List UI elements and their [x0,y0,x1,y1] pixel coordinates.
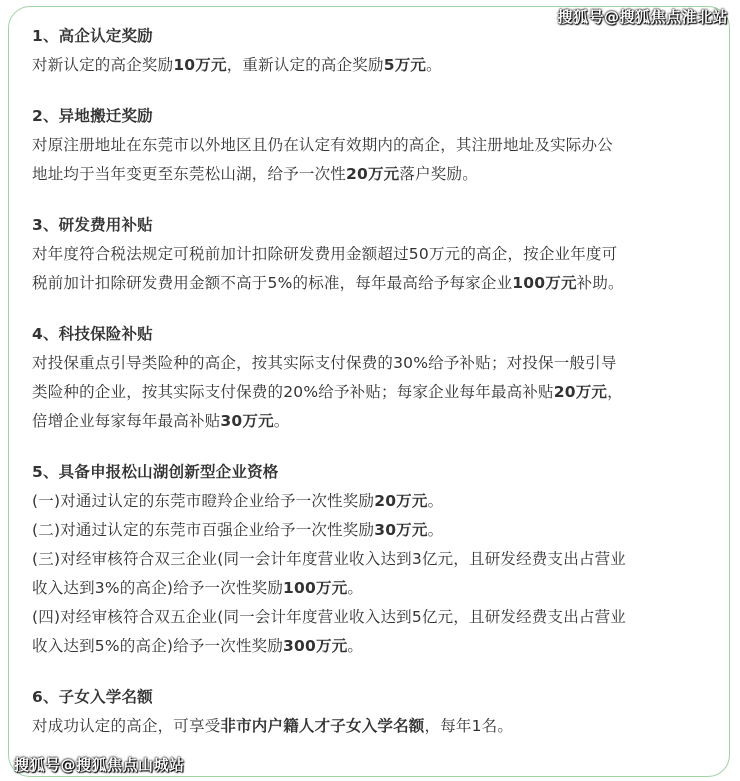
section-title: 6、子女入学名额 [32,688,153,706]
watermark-bottom: 搜狐号@搜狐焦点山城站 [14,756,185,774]
body-text: 。 [273,412,290,430]
highlight-text: 30万元 [220,412,274,430]
body-text: (二)对通过认定的东莞市百强企业给予一次性奖励 [32,521,375,539]
body-text: 对原注册地址在东莞市以外地区且仍在认定有效期内的高企，其注册地址及实际办公 [32,136,613,154]
body-text: 。 [427,521,444,539]
highlight-text: 100万元 [283,579,348,597]
body-text: 倍增企业每家每年最高补贴 [32,412,221,430]
policy-section [32,683,722,741]
section-text-line [32,51,722,80]
policy-section [32,211,722,298]
highlight-text: 20万元 [553,383,608,401]
body-text: (一)对通过认定的东莞市瞪羚企业给予一次性奖励 [32,492,375,510]
section-text-line [32,131,722,160]
body-text: 。 [426,56,442,74]
body-text: 落户奖励。 [399,165,478,183]
body-text: 。 [347,579,364,597]
policy-section [32,320,722,436]
body-text: 收入达到3%的高企)给予一次性奖励 [32,579,284,597]
section-text-line [32,487,722,516]
highlight-text: 20万元 [374,492,428,510]
highlight-text: 100万元 [512,274,577,292]
highlight-text: 300万元 [283,637,348,655]
body-text: 。 [347,637,364,655]
body-text: 补助。 [576,274,624,292]
policy-list [32,22,722,763]
highlight-text: 10万元 [173,56,227,74]
section-title: 1、高企认定奖励 [32,27,153,45]
body-text: 对投保重点引导类险种的高企，按其实际支付保费的30%给予补贴；对投保一般引导 [32,354,617,372]
section-title: 2、异地搬迁奖励 [32,107,153,125]
section-text-line [32,269,722,298]
highlight-text: 20万元 [346,165,400,183]
policy-section [32,458,722,661]
policy-section [32,22,722,80]
body-text: 。 [427,492,444,510]
body-text: ，每年1名。 [424,717,514,735]
body-text: 对成功认定的高企，可享受 [32,717,221,735]
section-title: 3、研发费用补贴 [32,216,153,234]
section-title: 4、科技保险补贴 [32,325,153,343]
section-text-line [32,632,722,661]
body-text: 对新认定的高企奖励 [32,56,174,74]
section-text-line [32,712,722,741]
highlight-text: 30万元 [374,521,428,539]
highlight-text: 5万元 [383,56,427,74]
section-title: 5、具备申报松山湖创新型企业资格 [32,463,279,481]
watermark-top: 搜狐号@搜狐焦点淮北站 [557,8,728,26]
body-text: 对年度符合税法规定可税前加计扣除研发费用金额超过50万元的高企，按企业年度可 [32,245,618,263]
section-text-line [32,545,722,574]
body-text: (三)对经审核符合双三企业(同一会计年度营业收入达到3亿元，且研发经费支出占营业 [32,550,627,568]
policy-section [32,102,722,189]
body-text: ， [607,383,623,401]
body-text: 类险种的企业，按其实际支付保费的20%给予补贴；每家企业每年最高补贴 [32,383,554,401]
section-text-line [32,160,722,189]
highlight-text: 非市内户籍人才子女入学名额 [220,717,425,735]
body-text: (四)对经审核符合双五企业(同一会计年度营业收入达到5亿元，且研发经费支出占营业 [32,608,627,626]
body-text: 地址均于当年变更至东莞松山湖，给予一次性 [32,165,347,183]
section-text-line [32,574,722,603]
body-text: 收入达到5%的高企)给予一次性奖励 [32,637,284,655]
section-text-line [32,378,722,407]
section-text-line [32,516,722,545]
section-text-line [32,349,722,378]
body-text: 税前加计扣除研发费用金额不高于5%的标准，每年最高给予每家企业 [32,274,513,292]
body-text: ，重新认定的高企奖励 [226,56,384,74]
section-text-line [32,240,722,269]
section-text-line [32,407,722,436]
section-text-line [32,603,722,632]
